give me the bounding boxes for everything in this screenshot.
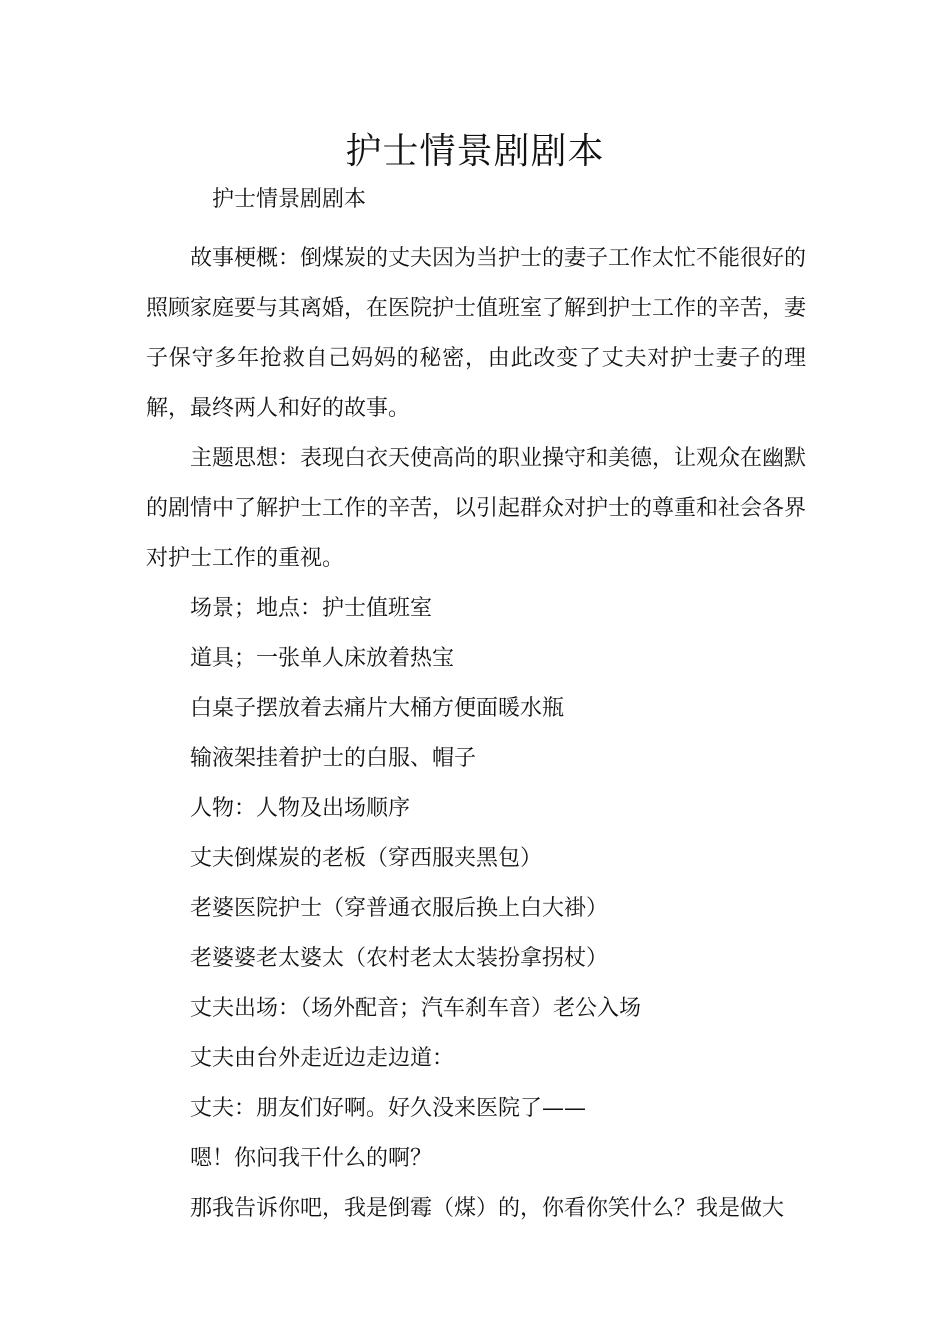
paragraph-synopsis: 故事梗概：倒煤炭的丈夫因为当护士的妻子工作太忙不能很好的照顾家庭要与其离婚，在医院护士值班室了解到护士工作的辛苦，妻子保守多年抢救自己妈妈的秘密，由此改变了丈夫对护士妻子的理解，最终两人和好的故事。 <box>146 246 807 421</box>
document-subtitle: 护士情景剧剧本 <box>212 187 367 212</box>
paragraph-props: 道具；一张单人床放着热宝 <box>190 646 455 671</box>
paragraph-dialogue-2: 嗯！你问我干什么的啊？ <box>190 1146 433 1171</box>
paragraph-scene: 场景；地点：护士值班室 <box>190 596 433 621</box>
paragraph-dialogue-3: 那我告诉你吧，我是倒霉（煤）的，你看你笑什么？我是做大 <box>190 1196 785 1221</box>
paragraph-theme: 主题思想：表现白衣天使高尚的职业操守和美德，让观众在幽默的剧情中了解护士工作的辛苦，以引起群众对护士的尊重和社会各界对护士工作的重视。 <box>146 446 807 571</box>
paragraph-characters: 人物：人物及出场顺序 <box>190 796 411 821</box>
paragraph-props-table: 白桌子摆放着去痛片大桶方便面暖水瓶 <box>190 696 565 721</box>
document-title: 护士情景剧剧本 <box>345 131 605 172</box>
paragraph-character-wife: 老婆医院护士（穿普通衣服后换上白大褂） <box>190 896 609 921</box>
paragraph-husband-entrance: 丈夫出场：（场外配音；汽车刹车音）老公入场 <box>190 996 642 1021</box>
paragraph-character-husband: 丈夫倒煤炭的老板（穿西服夹黑包） <box>190 846 543 871</box>
paragraph-dialogue-1: 丈夫：朋友们好啊。好久没来医院了—— <box>190 1096 587 1121</box>
paragraph-stage-direction: 丈夫由台外走近边走边道： <box>190 1046 455 1071</box>
document-body <box>146 234 806 1234</box>
paragraph-props-iv-stand: 输液架挂着护士的白服、帽子 <box>190 746 477 771</box>
paragraph-character-mother-in-law: 老婆婆老太婆太（农村老太太装扮拿拐杖） <box>190 946 609 971</box>
